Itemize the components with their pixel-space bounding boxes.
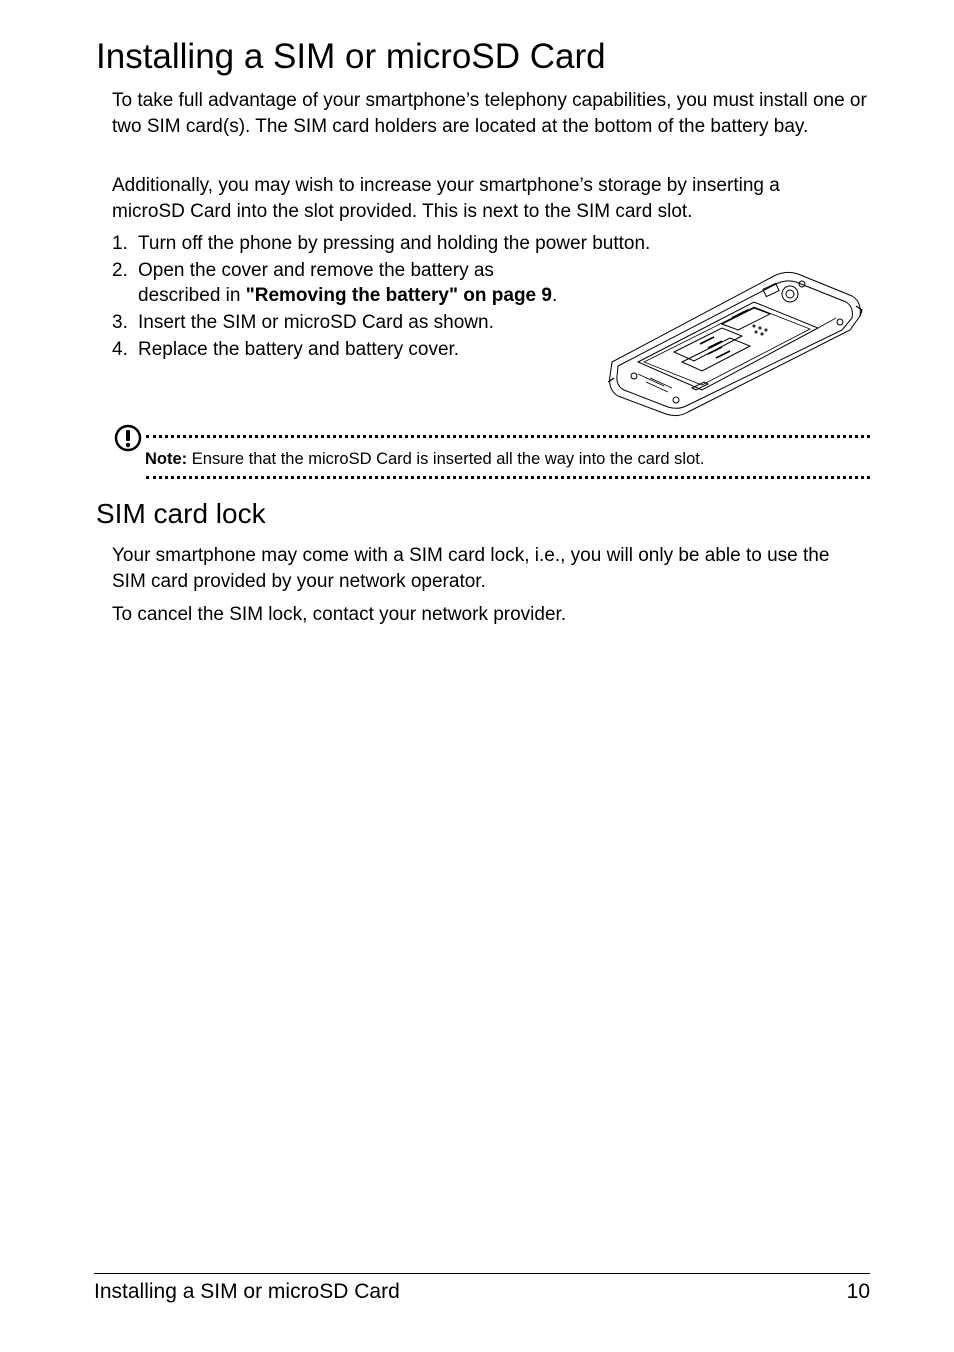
list-item xyxy=(112,231,650,256)
note-divider-bottom xyxy=(146,476,870,479)
step-number: 2. xyxy=(112,260,128,281)
sim-lock-cancel-paragraph: To cancel the SIM lock, contact your network provider. xyxy=(112,604,567,625)
list-item xyxy=(112,337,650,362)
page-number: 10 xyxy=(846,1280,870,1303)
note-divider-top xyxy=(146,435,870,438)
steps-list xyxy=(112,231,650,364)
warning-icon xyxy=(114,424,144,454)
sim-lock-paragraph: Your smartphone may come with a SIM card lock, i.e., you will only be able to use the SIM card provided by your network operator. xyxy=(112,545,830,592)
section-title-sim-lock: SIM card lock xyxy=(96,498,266,529)
footer-title: Installing a SIM or microSD Card xyxy=(94,1280,400,1303)
step-text xyxy=(138,260,557,306)
step-text: Insert the SIM or microSD Card as shown. xyxy=(138,312,494,333)
list-item xyxy=(112,258,650,308)
step-text: Turn off the phone by pressing and holding the power button. xyxy=(138,233,651,254)
footer-divider xyxy=(94,1273,870,1274)
step-number: 4. xyxy=(112,339,128,360)
step-number: 3. xyxy=(112,312,128,333)
storage-paragraph: Additionally, you may wish to increase your smartphone’s storage by inserting a microSD Card into the slot provided. This is next to the SIM card slot. xyxy=(112,175,780,222)
note-body: Ensure that the microSD Card is inserted all the way into the card slot. xyxy=(187,450,705,468)
step-number: 1. xyxy=(112,233,128,254)
note-text xyxy=(145,449,704,469)
intro-paragraph: To take full advantage of your smartphone’s telephony capabilities, you must install one or two SIM card(s). The SIM card holders are located at the bottom of the battery bay. xyxy=(112,90,867,137)
list-item xyxy=(112,310,650,335)
page-reference: "Removing the battery" on page 9 xyxy=(245,285,552,306)
page-title: Installing a SIM or microSD Card xyxy=(96,37,606,76)
step-text-line2: described in xyxy=(138,285,246,306)
step-text-line1: Open the cover and remove the battery as xyxy=(138,260,494,281)
step-text: Replace the battery and battery cover. xyxy=(138,339,460,360)
step-text-end: . xyxy=(551,285,558,306)
note-label: Note: xyxy=(145,450,188,468)
phone-battery-bay-illustration xyxy=(604,266,866,420)
